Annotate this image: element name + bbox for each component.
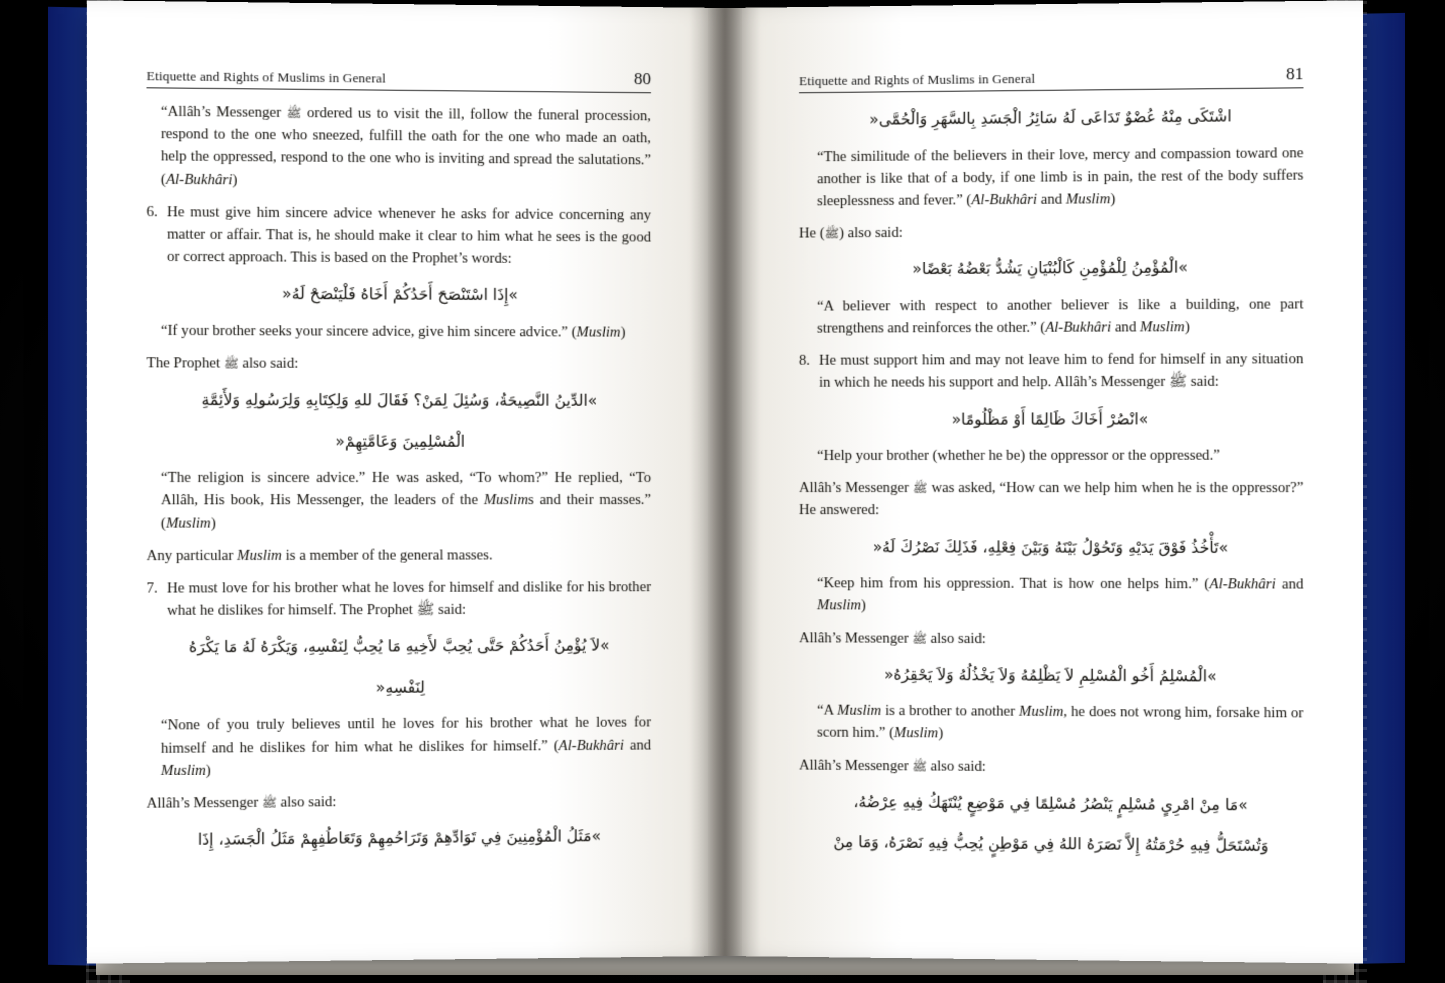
arabic-hadith-text: »تَأْخُذُ فَوْقَ يَدَيْهِ وَتَحُوْلُ بَيْنَهُ وَبَيْنَ فِعْلِهِ، فَذَلِكَ نَصْرُكَ لَهُ« [872, 537, 1229, 557]
arabic-hadith-text: »مَا مِنْ امْرِىٍ مُسْلِمٍ يَنْصُرُ مُسْلِمًا فِي مَوْضِعٍ يُنْتَهَكُ فِيهِ عِرْضُهُ، [853, 792, 1248, 815]
arabic-hadith-text: »إِذَا اسْتَنْصَحَ أَحَدُكُمْ أَخَاهُ فَلْيَنْصَحْ لَهُ« [282, 285, 518, 305]
left-page-number: 80 [633, 69, 651, 89]
arabic-hadith-text: »مَثَلُ الْمُؤْمِنِينَ فِي تَوَادِّهِمْ وَتَرَاحُمِهِمْ وَتَعَاطُفِهِمْ مَثَلُ الْجَسَدِ، إِذَا [197, 827, 601, 850]
right-page [725, 0, 1363, 963]
right-running-head [799, 64, 1303, 93]
paragraph: Any particular Muslim is a member of the general masses. [146, 547, 493, 564]
arabic-hadith-text: »الدِّينُ النَّصِيحَةُ، وَسُئِلَ لِمَنْ؟ فَقَالَ للهِ وَلِكِتَابِهِ وَلِرَسُولِهِ وَلأَئِمَّةِ [201, 390, 598, 410]
open-book-pages [96, 8, 1354, 956]
paragraph-quote: “A Muslim is a brother to another Muslim, he does not wrong him, forsake him or scorn him.” (Muslim) [817, 702, 1304, 742]
arabic-hadith-text: اشْتَكَى مِنْهُ عُضْوٌ تَدَاعَى لَهُ سَائِرُ الْجَسَدِ بِالسَّهَرِ وَالْحُمَّى« [869, 107, 1232, 129]
arabic-hadith-text: الْمُسْلِمِينَ وَعَامَّتِهِمْ« [335, 432, 466, 451]
list-item-text: He must give him sincere advice whenever he asks for advice concerning any matter or affair. That is, he should make it clear to him what he sees is the good or correct approach. This is based on the Prophet’s words: [167, 203, 651, 267]
list-item [147, 576, 651, 622]
paragraph-quote: “The religion is sincere advice.” He was asked, “To whom?” He replied, “To Allâh, His book, His Messenger, the leaders of the Muslims and their masses.” (Muslim) [160, 470, 651, 532]
right-page-number: 81 [1286, 63, 1304, 84]
paragraph-quote: “Keep him from his oppression. That is how one helps him.” (Al-Bukhâri and Muslim) [817, 575, 1304, 614]
list-item-number: 7. [146, 580, 158, 597]
left-running-head [147, 64, 651, 93]
arabic-hadith-text: »لاَ يُؤْمِنُ أَحَدُكُمْ حَتَّى يُحِبَّ لأَخِيهِ مَا يُحِبُّ لِنَفْسِهِ، وَيَكْرَهُ لَهُ مَا يَكْرَهُ [188, 636, 610, 657]
arabic-hadith-text: وَتُسْتَحَلُّ فِيهِ حُرْمَتُهُ إِلاَّ نَصَرَهُ اللهُ فِي مَوْطِنٍ يُحِبُّ فِيهِ نَصْرَهُ، وَمَا مِنْ [833, 833, 1269, 856]
arabic-hadith-text: »انْصُرْ أَخَاكَ ظَالِمًا أَوْ مَظْلُومًا« [951, 409, 1149, 429]
left-running-head-title: Etiquette and Rights of Muslims in General [146, 68, 386, 86]
paragraph: Allâh’s Messenger ﷺ also said: [146, 794, 337, 812]
arabic-hadith-text: »الْمُسْلِمُ أَخُو الْمُسْلِمِ لاَ يَظْلِمُهُ وَلاَ يَخْذُلُهُ وَلاَ يَحْقِرُهُ« [884, 665, 1217, 686]
list-item [799, 348, 1303, 394]
paragraph: Allâh’s Messenger ﷺ also said: [799, 757, 986, 775]
paragraph-quote: “Allâh’s Messenger ﷺ ordered us to visit the ill, follow the funeral procession, respond to the one who sneezed, fulfill the oath for the one who made an oath, help the oppressed, respond to the one who is inviting and spread the salutations.” (Al-Bukhâri) [160, 103, 651, 188]
list-item [147, 201, 651, 271]
list-item-number: 6. [146, 203, 158, 220]
list-item-text: He must love for his brother what he loves for himself and dislike for his brother what he dislikes for himself. The Prophet ﷺ said: [167, 579, 651, 620]
list-item-text: He must support him and may not leave him to fend for himself in any situation in which he needs his support and help. Allâh’s Messenger ﷺ said: [819, 351, 1304, 392]
paragraph: The Prophet ﷺ also said: [146, 355, 299, 372]
paragraph-quote: “If your brother seeks your sincere advice, give him sincere advice.” (Muslim) [160, 322, 626, 341]
paragraph-quote: “A believer with respect to another believer is like a building, one part strengthens and reinforces the other.” (Al-Bukhâri and Muslim) [817, 296, 1304, 337]
paragraph-quote: “Help your brother (whether he be) the oppressor or the oppressed.” [817, 447, 1220, 465]
paragraph: He (ﷺ) also said: [799, 224, 903, 242]
paragraph-quote: “The similitude of the believers in their love, mercy and compassion toward one another is like that of a body, if one limb is in pain, the rest of the body suffers sleeplessness and fever.” (Al-Bukhâri and Muslim) [817, 144, 1304, 210]
left-page [87, 0, 725, 963]
right-running-head-title: Etiquette and Rights of Muslims in General [799, 70, 1036, 89]
paragraph-quote: “None of you truly believes until he loves for his brother what he loves for himself and he dislikes for him what he dislikes for himself.” (Al-Bukhâri and Muslim) [160, 714, 651, 780]
paragraph: Allâh’s Messenger ﷺ was asked, “How can we help him when he is the oppressor?” He answered: [799, 480, 1304, 519]
arabic-hadith-text: لِنَفْسِهِ« [375, 678, 425, 697]
list-item-number: 8. [799, 352, 811, 369]
arabic-hadith-text: »الْمُؤْمِنُ لِلْمُؤْمِنِ كَالْبُنْيَانِ يَشُدُّ بَعْضُهُ بَعْضًا« [912, 258, 1188, 279]
paragraph: Allâh’s Messenger ﷺ also said: [799, 629, 986, 647]
